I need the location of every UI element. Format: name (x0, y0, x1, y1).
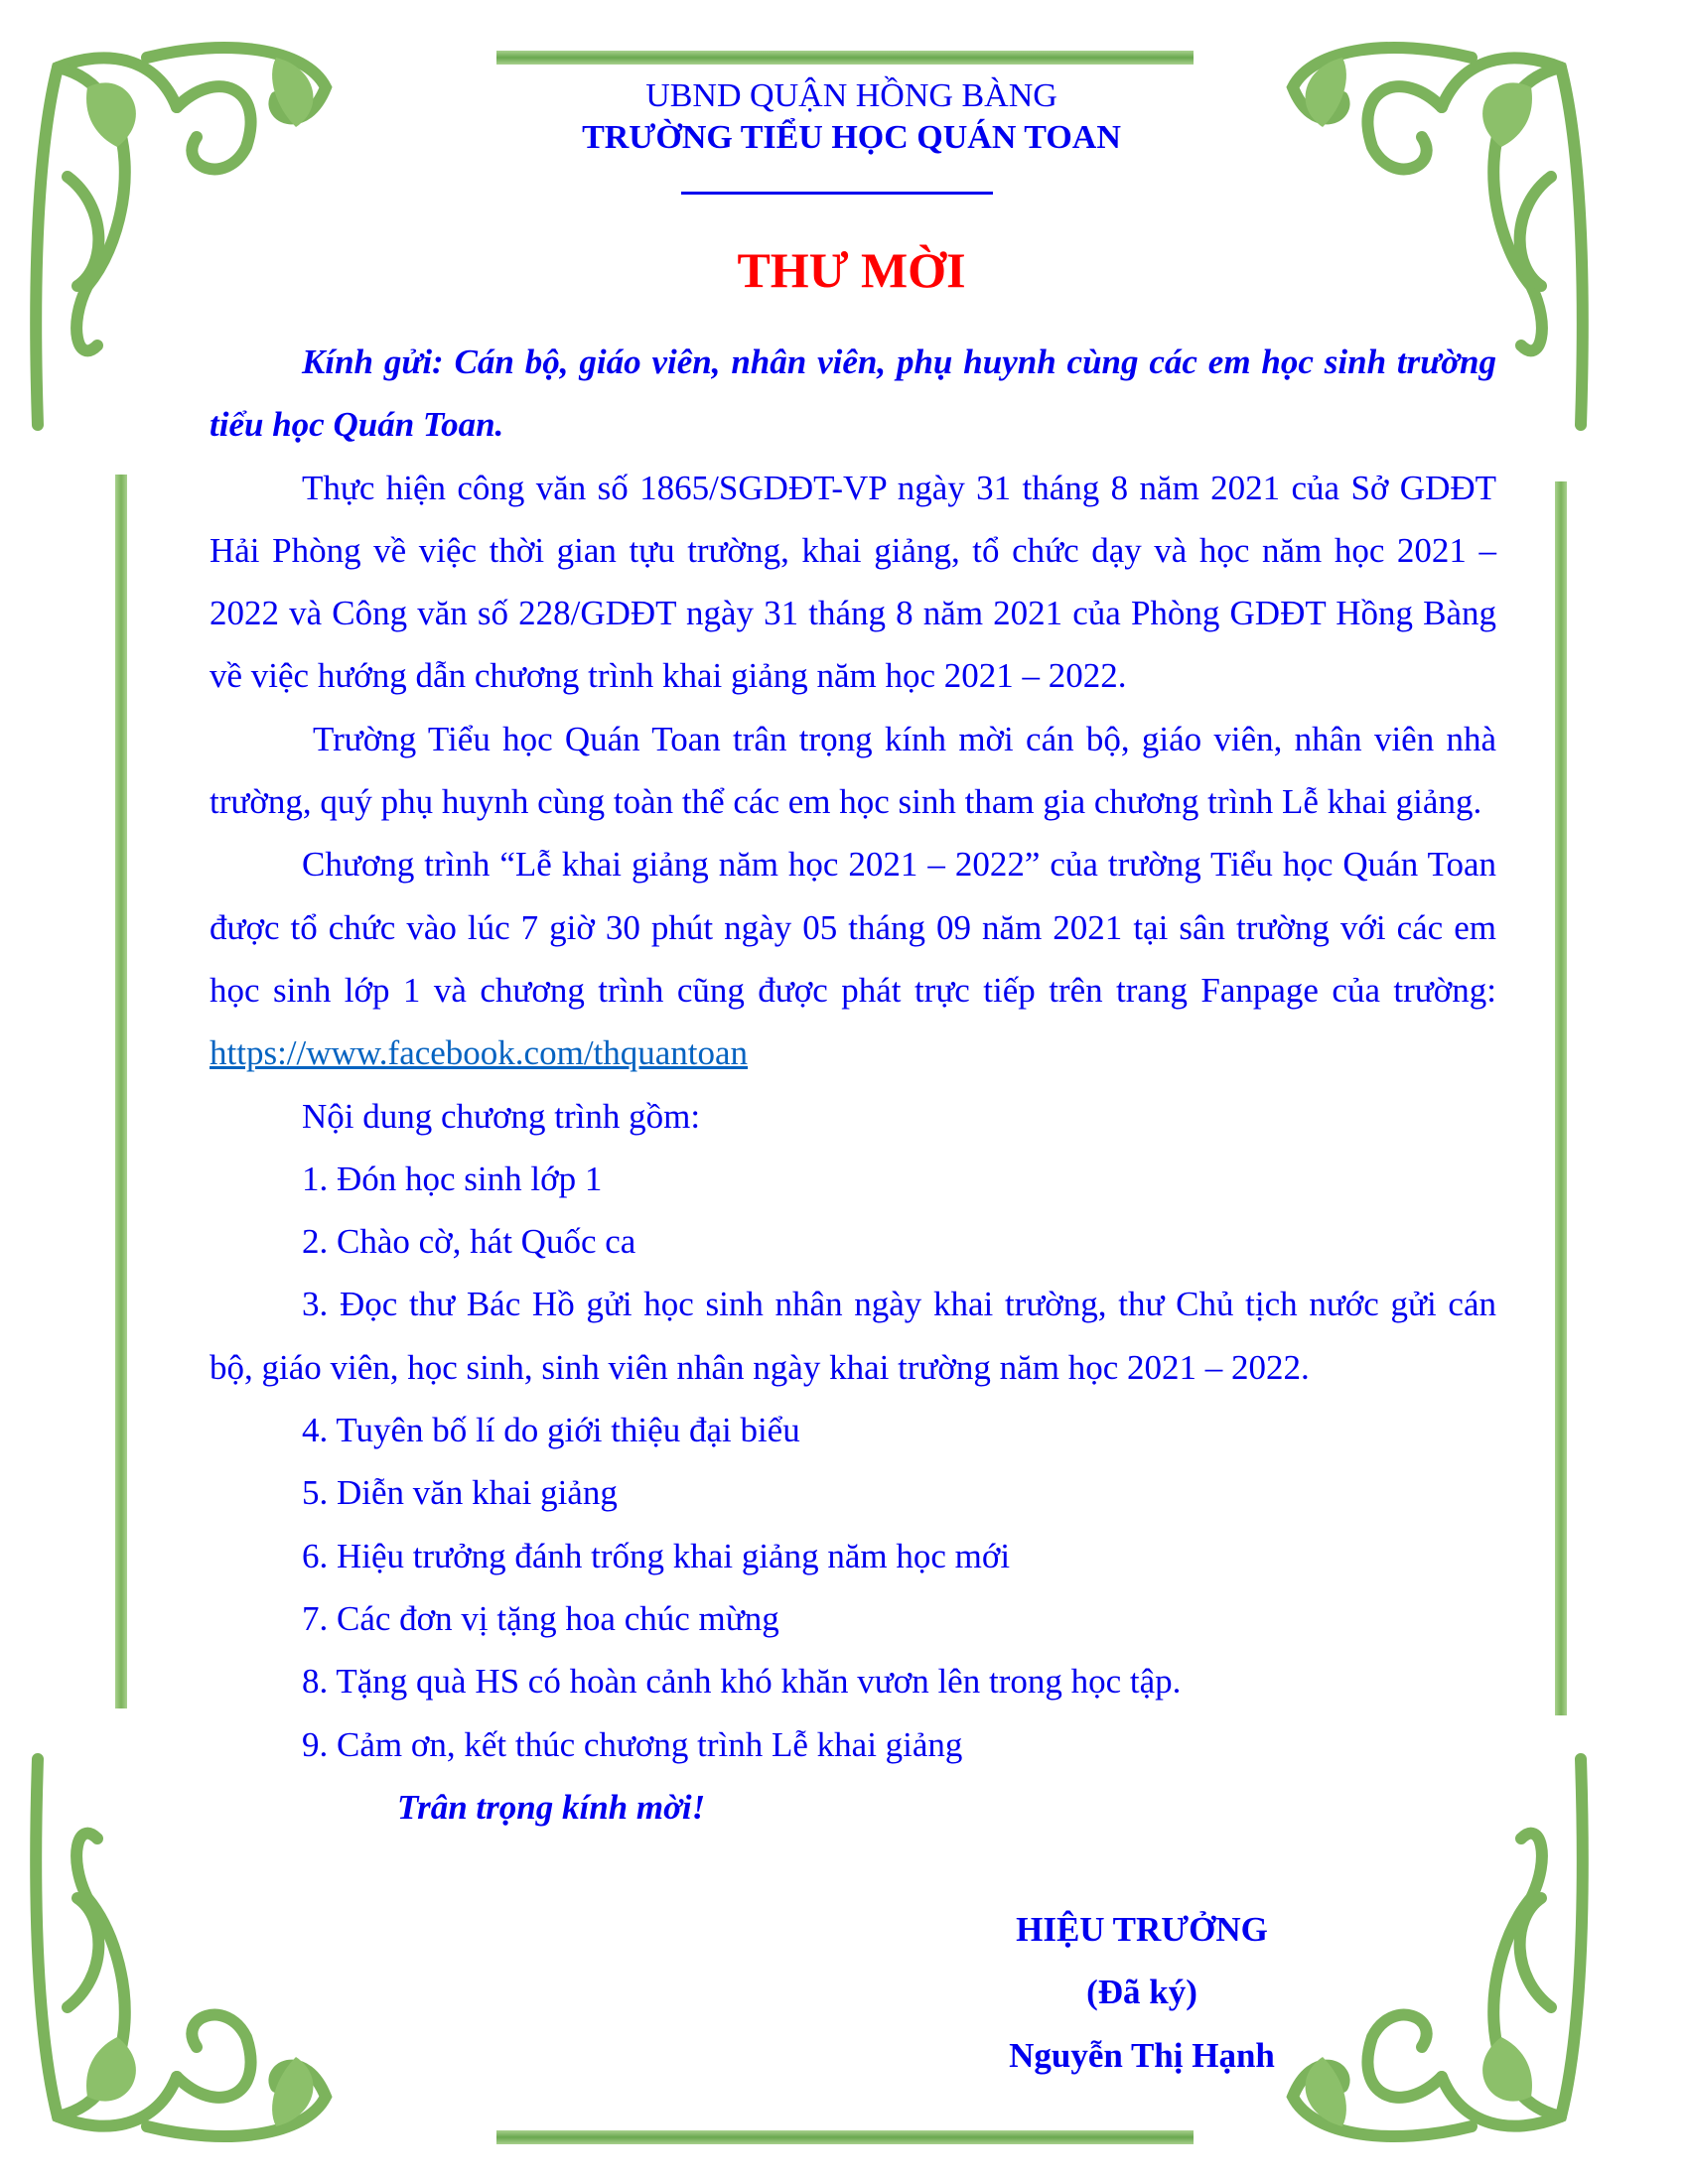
fanpage-link[interactable]: https://www.facebook.com/thquantoan (210, 1033, 749, 1073)
letter-body (210, 331, 1496, 1839)
authority-name: UBND QUẬN HỒNG BÀNG (645, 77, 1057, 114)
right-border-bar (1555, 481, 1567, 1715)
paragraph (210, 833, 1496, 1084)
signature-status: (Đã ký) (1086, 1973, 1197, 2012)
bottom-border-bar (496, 2130, 1194, 2144)
program-item: 1. Đón học sinh lớp 1 (302, 1159, 603, 1198)
program-item: 9. Cảm ơn, kết thúc chương trình Lễ khai giảng (302, 1724, 963, 1764)
document-title: THƯ MỜI (737, 242, 966, 298)
paragraph (210, 708, 1496, 834)
signature-block (993, 1898, 1291, 2087)
left-border-bar (115, 475, 127, 1708)
paragraph-text: Chương trình “Lễ khai giảng năm học 2021 – 2022” của trường Tiểu học Quán Toan được tổ chức vào lúc 7 giờ 30 phút ngày 05 tháng 09 năm 2021 tại sân trường với các em học sinh lớp 1 và chương trình cũng được phát trực tiếp trên trang Fanpage của trường: (210, 845, 1496, 1010)
program-item: 6. Hiệu trưởng đánh trống khai giảng năm học mới (302, 1536, 1011, 1575)
signer-role: HIỆU TRƯỞNG (1016, 1910, 1268, 1949)
program-heading: Nội dung chương trình gồm: (302, 1096, 701, 1136)
paragraph-text: Trường Tiểu học Quán Toan trân trọng kính mời cán bộ, giáo viên, nhân viên nhà trường, quý phụ huynh cùng toàn thể các em học sinh tham gia chương trình Lễ khai giảng. (210, 719, 1496, 822)
program-item: 5. Diễn văn khai giảng (302, 1473, 618, 1513)
closing: Trân trọng kính mời! (397, 1787, 706, 1827)
program-item: 8. Tặng quà HS có hoàn cảnh khó khăn vươn lên trong học tập. (302, 1662, 1182, 1702)
program-item: 3. Đọc thư Bác Hồ gửi học sinh nhân ngày khai trường, thư Chủ tịch nước gửi cán bộ, giáo viên, học sinh, sinh viên nhân ngày khai trường năm học 2021 – 2022. (210, 1285, 1496, 1387)
signer-name: Nguyễn Thị Hạnh (1009, 2035, 1275, 2075)
program-item: 4. Tuyên bố lí do giới thiệu đại biểu (302, 1411, 800, 1450)
greeting: Kính gửi: Cán bộ, giáo viên, nhân viên, phụ huynh cùng các em học sinh trường tiểu học Quán Toan. (210, 342, 1496, 445)
school-name: TRƯỜNG TIỂU HỌC QUÁN TOAN (582, 119, 1121, 156)
paragraph: Thực hiện công văn số 1865/SGDĐT-VP ngày 31 tháng 8 năm 2021 của Sở GDĐT Hải Phòng về việc thời gian tựu trường, khai giảng, tổ chức dạy và học năm học 2021 – 2022 và Công văn số 228/GDĐT ngày 31 tháng 8 năm 2021 của Phòng GDĐT Hồng Bàng về việc hướng dẫn chương trình khai giảng năm học 2021 – 2022. (210, 468, 1496, 696)
program-item: 7. Các đơn vị tặng hoa chúc mừng (302, 1598, 779, 1638)
program-item: 2. Chào cờ, hát Quốc ca (302, 1222, 636, 1262)
top-border-bar (496, 51, 1194, 65)
header-divider (681, 192, 993, 195)
